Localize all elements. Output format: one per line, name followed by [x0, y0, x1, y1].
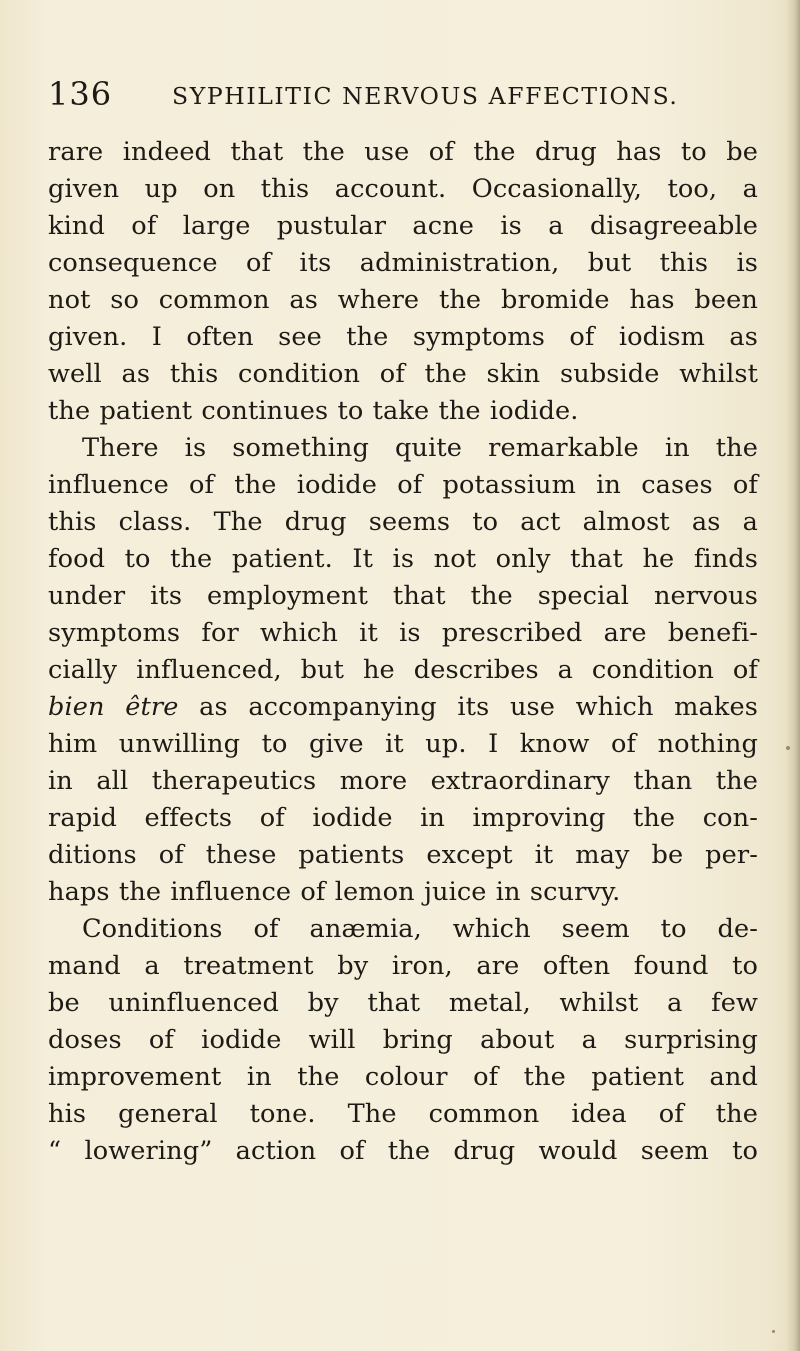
paper-speck — [772, 1330, 775, 1333]
text-line: “ lowering” action of the drug would seem to — [48, 1136, 758, 1166]
italic-phrase: bien être — [48, 692, 179, 722]
text-line: ditions of these patients except it may be per- — [48, 840, 758, 870]
text-line: him unwilling to give it up. I know of nothing — [48, 729, 758, 759]
text-line: his general tone. The common idea of the — [48, 1099, 758, 1129]
text-line: influence of the iodide of potassium in cases of — [48, 470, 758, 500]
paper-speck — [786, 746, 790, 750]
text-line: in all therapeutics more extraordinary than the — [48, 766, 758, 796]
text-line: kind of large pustular acne is a disagreeable — [48, 211, 758, 241]
page-number: 136 — [48, 75, 113, 113]
page-edge-shadow — [786, 0, 800, 1351]
text-line: haps the influence of lemon juice in scurvy. — [48, 877, 621, 907]
text-line: given. I often see the symptoms of iodism as — [48, 322, 758, 352]
text-line: be uninfluenced by that metal, whilst a few — [48, 988, 758, 1018]
text-line: well as this condition of the skin subside whilst — [48, 359, 758, 389]
text-line: this class. The drug seems to act almost as a — [48, 507, 758, 537]
text-line: symptoms for which it is prescribed are benefi- — [48, 618, 758, 648]
text-line: the patient continues to take the iodide. — [48, 396, 579, 426]
body-text — [48, 134, 758, 1170]
page-header — [48, 74, 748, 114]
text-line: given up on this account. Occasionally, too, a — [48, 174, 758, 204]
text-line: doses of iodide will bring about a surprising — [48, 1025, 758, 1055]
text-line: cially influenced, but he describes a condition of — [48, 655, 758, 685]
text-line: rare indeed that the use of the drug has to be — [48, 137, 758, 167]
paragraph-start-line: Conditions of anæmia, which seem to de- — [82, 914, 758, 944]
text-line: bien être as accompanying its use which makes — [48, 692, 758, 722]
running-head: SYPHILITIC NERVOUS AFFECTIONS. — [172, 82, 679, 110]
text-line: rapid effects of iodide in improving the con- — [48, 803, 758, 833]
text-line: consequence of its administration, but this is — [48, 248, 758, 278]
text-line: under its employment that the special nervous — [48, 581, 758, 611]
text-line: improvement in the colour of the patient and — [48, 1062, 758, 1092]
text-line: food to the patient. It is not only that he finds — [48, 544, 758, 574]
paragraph-start-line: There is something quite remarkable in the — [82, 433, 758, 463]
text-line: mand a treatment by iron, are often found to — [48, 951, 758, 981]
text-line: not so common as where the bromide has been — [48, 285, 758, 315]
